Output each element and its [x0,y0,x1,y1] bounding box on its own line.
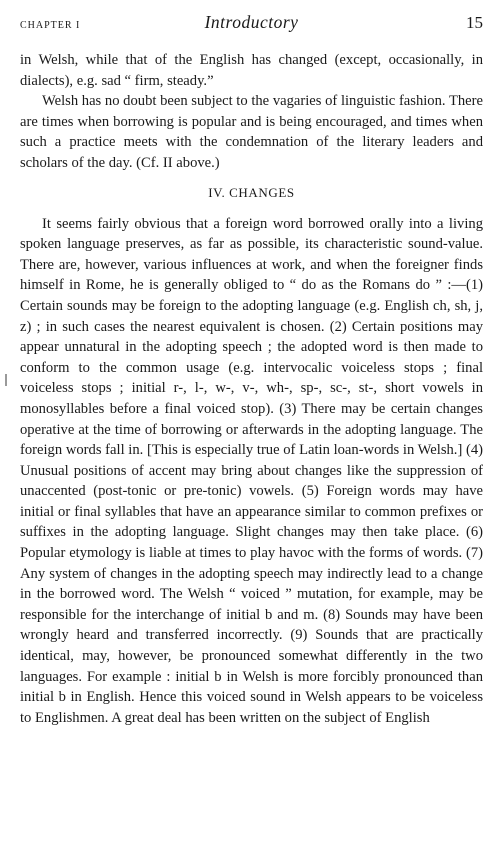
chapter-label: CHAPTER I [20,20,81,31]
book-page [20,12,483,728]
page-number: 15 [466,13,483,32]
section-heading: IV. CHANGES [208,184,295,200]
paragraph-fashion: Welsh has no doubt been subject to the vagaries of linguistic fashion. There are times when borrowing is popular and is being encouraged, and times when such a practice meets with the condemnation of the literary leaders and scholars of the day. (Cf. II above.) [20,93,483,171]
paragraph-changes: It seems fairly obvious that a foreign word borrowed orally into a living spoken language preserves, as far as possible, its characteristic sound-value. There are, however, various influences at work, and when the foreigner finds himself in Rome, he is generally obliged to “ do as the Romans do ” :—(1) Certain sounds may be foreign to the adopting language (e.g. English ch, sh, j, z) ; in such cases the nearest equivalent is chosen. (2) Certain positions may appear unnatural in the adopting speech ; the adopted word is then made to conform to the common usage (e.g. intervocalic voiceless stops ; final voiceless stops ; initial r-, l-, w-, v-, wh-, sp-, sc-, st-, short vowels in monosyllables before a final voiced stop). (3) There may be certain changes operative at the time of borrowing or afterwards in the adopting language. The foreign words fall in. [This is especially true of Latin loan-words in Welsh.] (4) Unusual positions of accent may bring about changes like the suppression of unaccented (post-tonic or pre-tonic) vowels. (5) Foreign words may have initial or final syllables that have an appearance similar to common prefixes or suffixes in the adopting language. Slight changes may then take place. (6) Popular etymology is liable at times to play havoc with the forms of words. (7) Any system of changes in the adopting speech may indirectly lead to a change in the borrowed word. The Welsh “ voiced ” mutation, for example, may be responsible for the interchange of initial b and m. (8) Sounds may have been wrongly heard and transferred incorrectly. (9) Sounds that are practically identical, may, however, be pronounced somewhat differently in the two languages. For example : initial b in Welsh is more forcibly pronounced than initial b in English. Hence this voiced sound in Welsh appears to be voiceless to Englishmen. A great deal has been written on the subject of English [20,215,483,726]
body-text [20,50,483,728]
paragraph-continuation: in Welsh, while that of the English has changed (except, occasionally, in dialects), e.g. sad “ firm, steady.” [20,52,483,89]
page-title: Introductory [204,12,299,32]
margin-mark [5,374,7,386]
running-head [20,12,483,42]
